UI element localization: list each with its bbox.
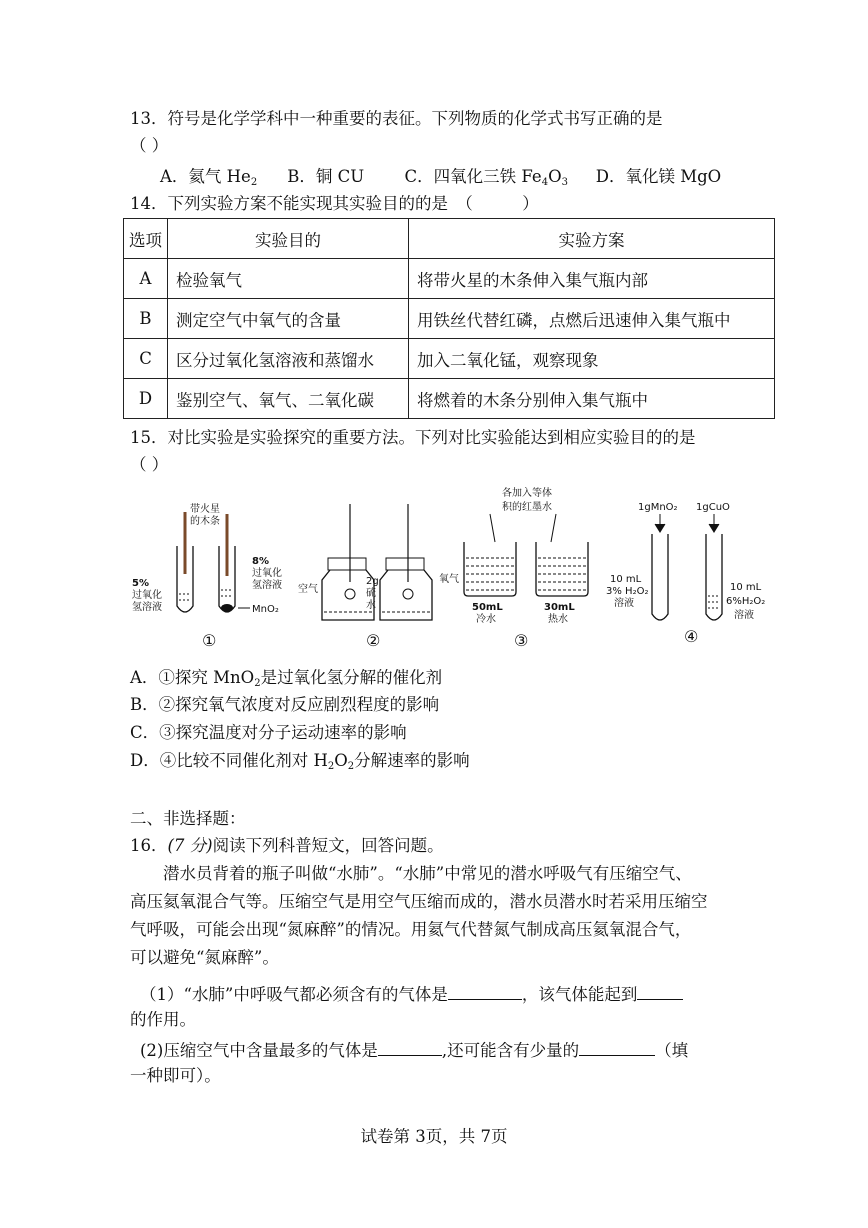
table-row [124, 379, 775, 419]
figure-2 [298, 504, 459, 650]
table-cell: 检验氧气 [168, 259, 409, 299]
q16-paragraph-line: 高压氦氧混合气等。压缩空气是用空气压缩而成的，潜水员潜水时若采用压缩空 [130, 892, 708, 911]
svg-text:50mL: 50mL [472, 602, 503, 613]
svg-text:氢溶液: 氢溶液 [132, 602, 162, 613]
table-cell: B [124, 299, 168, 339]
q16-sub2-cont: 一种即可）。 [130, 1066, 221, 1085]
table-cell: A [124, 259, 168, 299]
q13-option-d: D．氧化镁 MgO [595, 167, 722, 186]
svg-text:冷水: 冷水 [476, 614, 496, 625]
svg-text:2g: 2g [366, 576, 379, 587]
answer-blank[interactable] [637, 981, 683, 1000]
svg-text:②: ② [366, 631, 381, 650]
svg-text:带火星: 带火星 [190, 504, 220, 515]
svg-text:1gMnO₂: 1gMnO₂ [638, 502, 678, 513]
svg-text:溶液: 溶液 [614, 598, 634, 609]
q15-option-b: B．②探究氧气浓度对反应剧烈程度的影响 [130, 695, 440, 714]
table-row [124, 339, 775, 379]
svg-text:的木条: 的木条 [190, 516, 220, 527]
svg-text:水: 水 [366, 600, 376, 611]
table-header: 选项 [124, 219, 168, 259]
table-cell: 测定空气中氧气的含量 [168, 299, 409, 339]
table-header: 实验方案 [409, 219, 775, 259]
q16-paragraph-line: 可以避免“氮麻醉”。 [130, 948, 279, 967]
svg-text:硫: 硫 [366, 588, 376, 599]
q15-option-d: D．④比较不同催化剂对 $H_2O_2$分解速率的影响 [130, 751, 470, 772]
svg-text:氢溶液: 氢溶液 [252, 580, 282, 591]
svg-text:溶液: 溶液 [734, 610, 754, 621]
answer-blank[interactable] [579, 1037, 655, 1056]
q13-stem: 13．符号是化学学科中一种重要的表征。下列物质的化学式书写正确的是 [130, 109, 663, 128]
table-header: 实验目的 [168, 219, 409, 259]
q14-stem: 14．下列实验方案不能实现其实验目的的是 （ ） [130, 194, 539, 213]
answer-blank[interactable] [448, 981, 522, 1000]
svg-text:热水: 热水 [548, 614, 568, 625]
experiment-figure [130, 484, 780, 654]
q15-option-a: A．①探究 MnO$_2$是过氧化氢分解的催化剂 [130, 668, 443, 689]
svg-text:8%: 8% [252, 556, 269, 567]
q15-stem: 15．对比实验是实验探究的重要方法。下列对比实验能达到相应实验目的的是 [130, 428, 696, 447]
svg-text:6%H₂O₂: 6%H₂O₂ [726, 596, 766, 607]
svg-text:积的红墨水: 积的红墨水 [502, 502, 552, 513]
page-footer: 试卷第 3页，共 7页 [360, 1127, 508, 1146]
table-cell: C [124, 339, 168, 379]
q13-bracket: （ ） [130, 136, 169, 155]
svg-text:过氧化: 过氧化 [132, 590, 162, 601]
q16-paragraph-line: 潜水员背着的瓶子叫做“水肺”。“水肺”中常见的潜水呼吸气有压缩空气、 [163, 864, 692, 883]
q16-sub2: (2)压缩空气中含量最多的气体是 ,还可能含有少量的 （填 [140, 1037, 688, 1062]
figure-1 [132, 502, 282, 650]
svg-text:1gCuO: 1gCuO [696, 502, 730, 513]
table-cell: 区分过氧化氢溶液和蒸馏水 [168, 339, 409, 379]
q15-option-c: C．③探究温度对分子运动速率的影响 [130, 723, 407, 742]
svg-text:5%: 5% [132, 578, 149, 589]
table-cell: 将带火星的木条伸入集气瓶内部 [409, 259, 775, 299]
figure-4 [606, 502, 765, 646]
q13-option-c: C．四氧化三铁 $Fe_4O_3$ [404, 167, 568, 188]
table-header-row [124, 219, 775, 259]
table-cell: 鉴别空气、氧气、二氧化碳 [168, 379, 409, 419]
section-heading: 二、非选择题： [130, 809, 246, 828]
table-cell: 用铁丝代替红磷，点燃后迅速伸入集气瓶中 [409, 299, 775, 339]
svg-text:空气: 空气 [298, 584, 318, 595]
table-row [124, 259, 775, 299]
table-cell: 加入二氧化锰，观察现象 [409, 339, 775, 379]
svg-text:10 mL: 10 mL [610, 574, 642, 585]
q13-option-b: B．铜 CU [287, 167, 365, 186]
svg-text:氧气: 氧气 [439, 574, 459, 585]
svg-text:30mL: 30mL [544, 602, 575, 613]
table-cell: D [124, 379, 168, 419]
svg-text:③: ③ [514, 631, 529, 650]
table-row [124, 299, 775, 339]
q13-options [160, 166, 721, 194]
q16-sub1-cont: 的作用。 [130, 1010, 196, 1029]
q16-score: (7 分) [167, 836, 213, 855]
svg-text:MnO₂: MnO₂ [252, 604, 279, 615]
q13-option-a: A．氦气 $He_2$ [160, 167, 258, 188]
answer-blank[interactable] [378, 1037, 442, 1056]
table-cell: 将燃着的木条分别伸入集气瓶中 [409, 379, 775, 419]
svg-text:3% H₂O₂: 3% H₂O₂ [606, 586, 649, 597]
q16-sub1: （1）“水肺”中呼吸气都必须含有的气体是 ，该气体能起到 [140, 981, 683, 1006]
svg-text:过氧化: 过氧化 [252, 568, 282, 579]
svg-text:④: ④ [684, 627, 699, 646]
q16-stem: 16．(7 分)阅读下列科普短文，回答问题。 [130, 836, 444, 855]
svg-text:各加入等体: 各加入等体 [502, 488, 552, 499]
figure-3 [464, 486, 588, 650]
svg-text:①: ① [202, 631, 217, 650]
svg-text:10 mL: 10 mL [730, 582, 762, 593]
q16-paragraph-line: 气呼吸，可能会出现“氮麻醉”的情况。用氦气代替氮气制成高压氦氧混合气， [130, 920, 692, 939]
q14-table [123, 218, 775, 419]
q15-bracket: （ ） [130, 455, 169, 474]
